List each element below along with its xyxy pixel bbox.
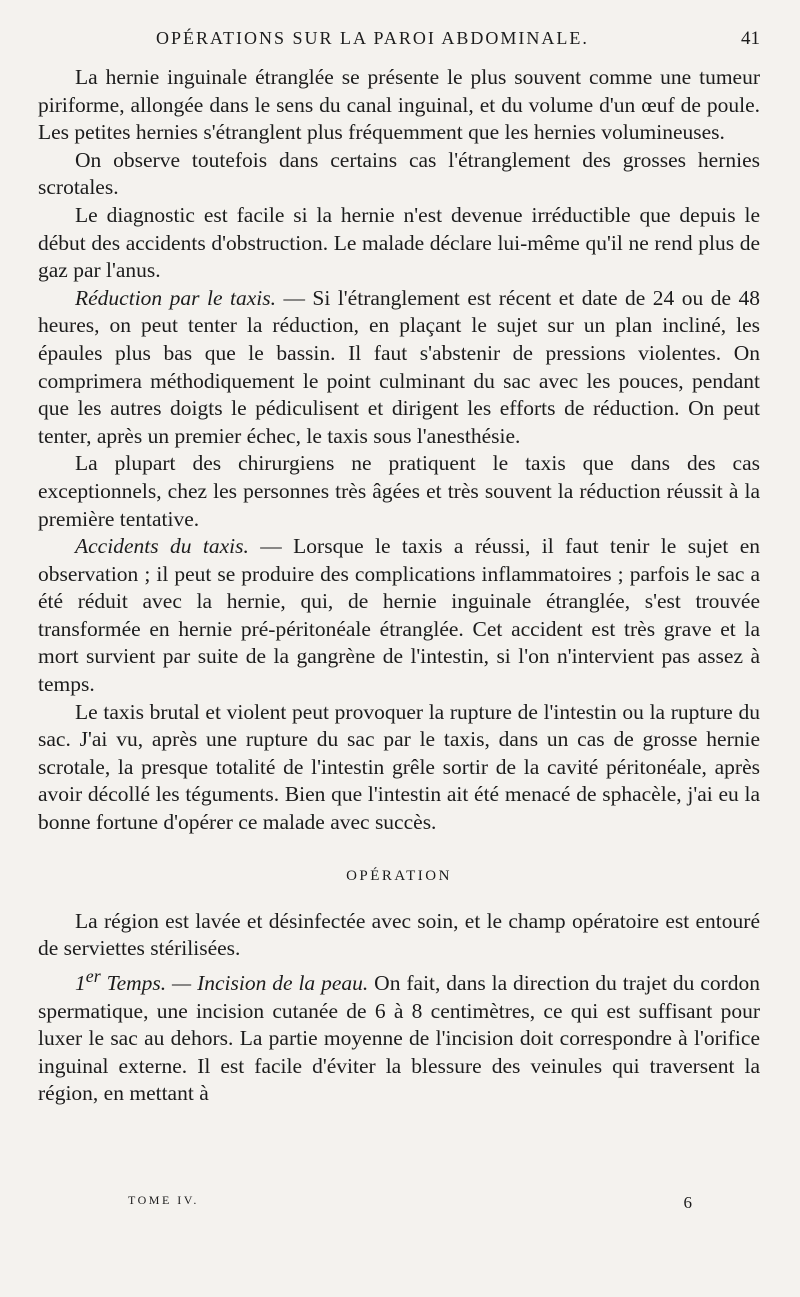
paragraph-taxis-reduction — [38, 285, 760, 451]
sheet-number: 6 — [683, 1193, 692, 1212]
volume-signature: TOME IV. — [128, 1193, 199, 1207]
step-title: Temps. — Incision de la peau. — [100, 970, 369, 995]
running-head — [38, 28, 760, 54]
paragraph-surgeons-practice: La plupart des chirurgiens ne pratiquent le taxis que dans des cas exceptionnels, chez les personnes très âgées et très souvent la réduction réussit à la première tentative. — [38, 451, 760, 531]
page-number: 41 — [741, 28, 760, 49]
paragraph-taxis-rupture: Le taxis brutal et violent peut provoquer la rupture de l'intestin ou la rupture du sac. J'ai vu, après une rupture du sac par le taxis, dans un cas de grosse hernie scrotale, la presque totalité de l'intestin grêle sortir de la cavité péritonéale, après avoir décollé les téguments. Bien que l'intestin ait été menacé de sphacèle, j'ai eu la bonne fortune d'opérer ce malade avec succès. — [38, 699, 760, 835]
body-text — [38, 64, 760, 1108]
paragraph-scrotal-hernias: On observe toutefois dans certains cas l'étranglement des grosses hernies scrotales. — [38, 147, 760, 200]
step-number: 1 — [75, 970, 86, 995]
page-footer — [128, 1193, 692, 1215]
paragraph-lead: Réduction par le taxis. — [75, 285, 276, 310]
paragraph-taxis-accidents — [38, 533, 760, 699]
step-ordinal: er — [85, 965, 101, 986]
paragraph-first-step — [38, 963, 760, 1108]
paragraph-lead — [75, 965, 369, 995]
running-title: OPÉRATIONS SUR LA PAROI ABDOMINALE. — [156, 28, 589, 48]
paragraph-text: On fait, dans la direction du trajet du cordon spermatique, une incision cutanée de 6 à 8 centimètres, ce qui est suffisant pour luxer le sac au dehors. La partie moyenne de l'incision doit correspondre à l'orifice inguinal externe. Il est facile d'éviter la blessure des veinules qui traversent la région, en mettant à — [38, 970, 760, 1106]
paragraph-lead: Accidents du taxis. — [75, 534, 249, 559]
section-title: OPÉRATION — [346, 867, 452, 884]
paragraph-preparation: La région est lavée et désinfectée avec soin, et le champ opératoire est entouré de serviettes stérilisées. — [38, 908, 760, 961]
paragraph-text: — Si l'étranglement est récent et date de 24 ou de 48 heures, on peut tenter la réduction, en plaçant le sujet sur un plan incliné, les épaules plus bas que le bassin. Il faut s'abstenir de pressions violentes. On comprimera méthodiquement le point culminant du sac avec les pouces, pendant que les autres doigts le pédiculisent et dirigent les efforts de réduction. On peut tenter, après un premier échec, le taxis sous l'anesthésie. — [38, 285, 761, 448]
paragraph-text: — Lorsque le taxis a réussi, il faut tenir le sujet en observation ; il peut se produire des complications inflammatoires ; parfois le sac a été réduit avec la hernie, qui, de hernie inguinale étranglée, s'est trouvée transformée en hernie pré-péritonéale étranglée. Cet accident est très grave et la mort survient par suite de la gangrène de l'intestin, si l'on n'intervient pas assez à temps. — [38, 534, 760, 697]
paragraph-presentation: La hernie inguinale étranglée se présente le plus souvent comme une tumeur piriforme, allongée dans le sens du canal inguinal, et du volume d'un œuf de poule. Les petites hernies s'étranglent plus fréquemment que les hernies volumineuses. — [38, 65, 760, 145]
paragraph-diagnosis: Le diagnostic est facile si la hernie n'est devenue irréductible que depuis le début des accidents d'obstruction. Le malade déclare lui-même qu'il ne rend plus de gaz par l'anus. — [38, 202, 760, 283]
